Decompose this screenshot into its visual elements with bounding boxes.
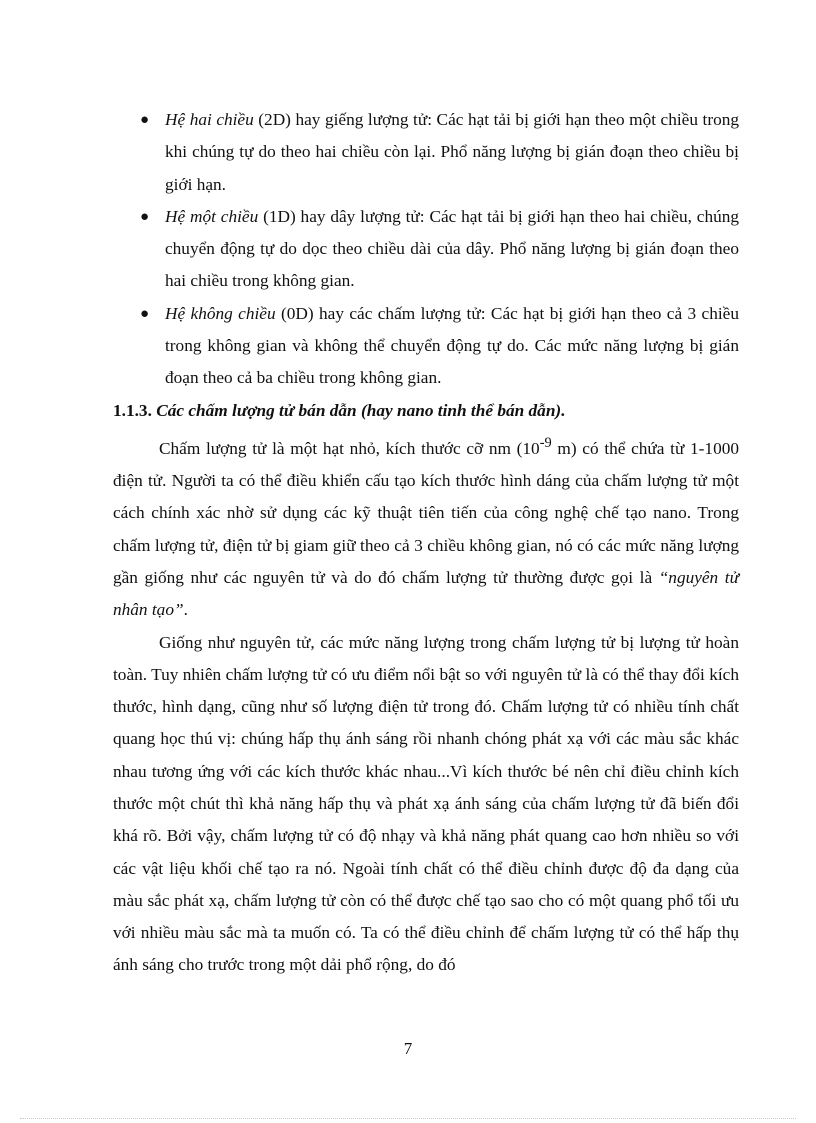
page-content (113, 104, 739, 982)
paragraph-quantum-dot-properties: Giống như nguyên tử, các mức năng lượng trong chấm lượng tử bị lượng tử hoàn toàn. Tuy nhiên chấm lượng tử có ưu điểm nổi bật so với nguyên tử là có thể thay đổi kích thước, hình dạng, cũng như số lượng điện tử trong đó. Chấm lượng tử có nhiều tính chất quang học thú vị: chúng hấp thụ ánh sáng rồi nhanh chóng phát xạ với các màu sắc khác nhau tương ứng với các kích thước khác nhau...Vì kích thước bé nên chỉ điều chỉnh kích thước một chút thì khả năng hấp thụ và phát xạ ánh sáng của chấm lượng tử đã biến đổi khá rõ. Bởi vậy, chấm lượng tử có độ nhạy và khả năng phát quang cao hơn nhiều so với các vật liệu khối chế tạo ra nó. Ngoài tính chất có thể điều chỉnh được độ đa dạng của màu sắc phát xạ, chấm lượng tử còn có thể được chế tạo sao cho có một quang phổ tối ưu với nhiều màu sắc mà ta muốn có. Ta có thể điều chỉnh để chấm lượng tử có thể hấp thụ ánh sáng cho trước trong một dải phổ rộng, do đó (113, 632, 739, 975)
bullet-dot-icon: ● (140, 305, 150, 322)
bullet-item (113, 104, 739, 201)
page-number: 7 (403, 1039, 413, 1058)
section-title: Các chấm lượng tử bán dẫn (hay nano tinh thể bán dẫn). (156, 400, 566, 420)
section-number: 1.1.3. (113, 400, 152, 420)
quoted-term: “nguyên tử nhân tạo” (113, 567, 739, 620)
paragraph-text: Chấm lượng tử là một hạt nhỏ, kích thước cỡ nm (10 (159, 438, 540, 458)
bullet-text: (1D) hay dây lượng tử: Các hạt tải bị giới hạn theo hai chiều, chúng chuyển động tự do dọc theo chiều dài của dây. Phổ năng lượng bị gián đoạn theo hai chiều trong không gian. (165, 206, 740, 291)
bullet-dot-icon: ● (140, 112, 150, 128)
page-bottom-divider (20, 1118, 796, 1119)
bullet-term: Hệ một chiều (165, 206, 259, 226)
bullet-text: (2D) hay giếng lượng tử: Các hạt tải bị giới hạn theo một chiều trong khi chúng tự do theo hai chiều còn lại. Phổ năng lượng bị gián đoạn theo chiều bị giới hạn. (165, 110, 740, 194)
bullet-item (113, 298, 739, 395)
paragraph-quantum-dot-intro (113, 427, 739, 627)
bullet-list (113, 104, 739, 395)
bullet-term: Hệ hai chiều (165, 110, 254, 129)
bullet-text: (0D) hay các chấm lượng tử: Các hạt bị giới hạn theo cả 3 chiều trong không gian và không thể chuyển động tự do. Các mức năng lượng bị gián đoạn theo cả ba chiều trong không gian. (165, 303, 739, 388)
bullet-item (113, 201, 739, 298)
paragraph-text: . (183, 600, 188, 620)
section-heading (113, 395, 739, 427)
bullet-dot-icon: ● (140, 208, 150, 225)
superscript-exponent: -9 (539, 434, 552, 451)
paragraph-text: m) có thể chứa từ 1-1000 điện tử. Người ta có thể điều khiển cấu tạo kích thước hình dáng của chấm lượng tử một cách chính xác nhờ sử dụng các kỹ thuật tiên tiến của công nghệ chế tạo nano. Trong chấm lượng tử, điện tử bị giam giữ theo cả 3 chiều không gian, nó có các mức năng lượng gần giống như các nguyên tử và do đó chấm lượng tử thường được gọi là (113, 438, 739, 587)
bullet-term: Hệ không chiều (165, 303, 276, 323)
